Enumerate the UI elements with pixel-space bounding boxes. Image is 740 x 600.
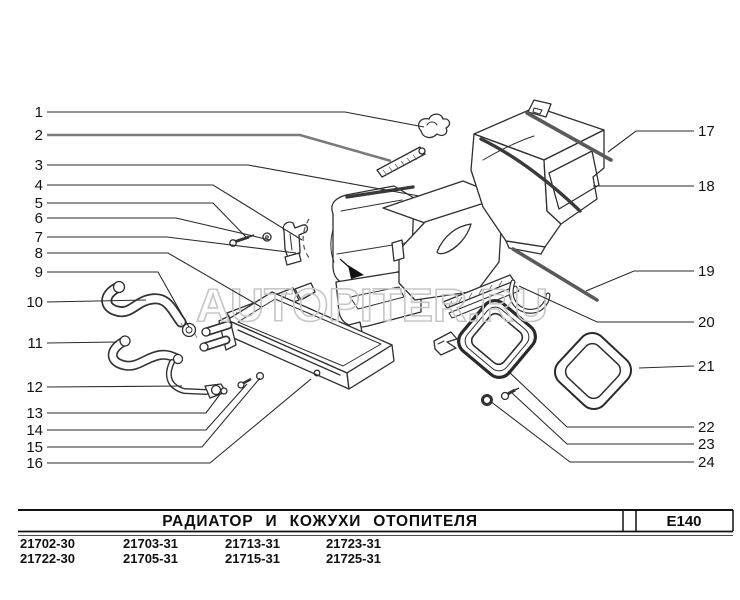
part-number: 21713-31 <box>225 536 280 551</box>
callout-number-14: 14 <box>26 422 43 439</box>
leader-line-10 <box>47 300 146 302</box>
callout-number-15: 15 <box>26 439 43 456</box>
callout-number-11: 11 <box>27 335 43 352</box>
leader-line-19 <box>586 271 694 291</box>
parts-artwork <box>107 100 637 415</box>
part-hoses <box>107 282 197 366</box>
leader-line-17 <box>608 131 694 152</box>
leader-line-13 <box>47 393 221 413</box>
watermark-text: AUTOPITER.RU <box>196 279 548 331</box>
callout-number-13: 13 <box>26 405 43 422</box>
callout-number-7: 7 <box>34 229 43 246</box>
callout-number-4: 4 <box>34 177 43 194</box>
part-small-fasteners <box>238 373 263 388</box>
leader-line-4 <box>47 185 302 240</box>
leader-line-11 <box>47 342 117 343</box>
part-gasket-ring <box>549 327 637 415</box>
callout-number-3: 3 <box>34 157 43 174</box>
part-screw-washer <box>483 388 520 405</box>
callout-number-8: 8 <box>34 245 43 262</box>
part-bracket-fasteners <box>230 222 308 265</box>
leader-line-2 <box>47 135 391 161</box>
part-number: 21705-31 <box>123 551 178 566</box>
callout-number-18: 18 <box>698 178 715 195</box>
callout-number-10: 10 <box>26 294 43 311</box>
sheet-title: РАДИАТОР И КОЖУХИ ОТОПИТЕЛЯ <box>162 513 478 530</box>
leader-line-7 <box>47 237 296 253</box>
sheet-code: E140 <box>666 513 702 530</box>
leader-line-21 <box>639 366 694 368</box>
part-number: 21723-31 <box>326 536 381 551</box>
callout-number-17: 17 <box>698 123 715 140</box>
callout-number-1: 1 <box>34 104 43 121</box>
callout-number-9: 9 <box>34 264 43 281</box>
title-block <box>18 510 733 566</box>
part-threaded-rod <box>377 147 425 177</box>
callout-number-21: 21 <box>698 358 715 375</box>
callout-number-5: 5 <box>34 195 43 212</box>
part-number: 21715-31 <box>225 551 280 566</box>
callout-number-20: 20 <box>698 314 715 331</box>
callout-number-2: 2 <box>34 127 43 144</box>
callout-number-6: 6 <box>34 210 43 227</box>
callout-number-16: 16 <box>26 455 43 472</box>
part-number: 21722-30 <box>20 551 75 566</box>
part-number-list <box>20 536 381 566</box>
part-number: 21702-30 <box>20 536 75 551</box>
callout-number-12: 12 <box>26 379 43 396</box>
callout-number-24: 24 <box>698 454 715 471</box>
leader-line-24 <box>490 401 694 462</box>
part-outlet-tube <box>169 362 227 398</box>
leader-line-5 <box>47 203 246 237</box>
part-clip <box>419 114 450 137</box>
callout-number-22: 22 <box>698 419 715 436</box>
leader-line-1 <box>47 112 424 127</box>
part-number: 21703-31 <box>123 536 178 551</box>
callout-number-23: 23 <box>698 436 715 453</box>
callout-number-19: 19 <box>698 263 715 280</box>
part-number: 21725-31 <box>326 551 381 566</box>
leader-line-12 <box>47 386 182 387</box>
